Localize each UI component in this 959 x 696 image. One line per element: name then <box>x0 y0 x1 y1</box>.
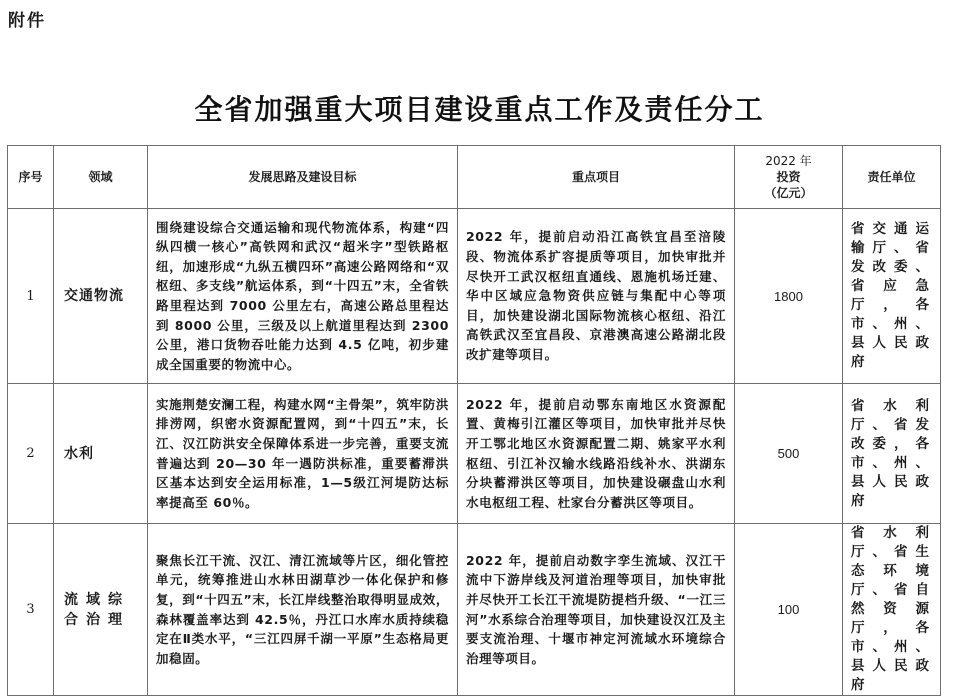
row-field: 流域综合治理 <box>54 524 148 696</box>
responsibility-table <box>7 145 941 696</box>
header-investment <box>735 146 843 209</box>
table-row <box>8 524 941 696</box>
row-projects: 2022 年，提前启动数字孪生流域、汉江干流中下游岸线及河道治理等项目，加快审批并尽快开工长江干流堤防提档升级、“一江三河”水系综合治理等项目，加快建设汉江及主要支流治理、十堰市神定河流域水环境综合治理等项目。 <box>458 524 735 696</box>
header-field: 领域 <box>54 146 148 209</box>
row-investment: 500 <box>735 384 843 524</box>
row-field: 水利 <box>54 384 148 524</box>
row-projects: 2022 年，提前启动鄂东南地区水资源配置、黄梅引江灌区等项目，加快审批并尽快开工鄂北地区水资源配置二期、姚家平水利枢纽、引江补汉输水线路沿线补水、洪湖东分块蓄滞洪区等项目，加快建设碾盘山水利水电枢纽工程、杜家台分蓄洪区等项目。 <box>458 384 735 524</box>
header-responsible: 责任单位 <box>843 146 941 209</box>
row-field: 交通物流 <box>54 209 148 384</box>
table-header-row <box>8 146 941 209</box>
header-investment-year: 2022 年 <box>765 154 812 168</box>
row-responsible: 省水利厅、省发改委，各市、州、县人民政府 <box>843 384 941 524</box>
header-investment-unit: （亿元） <box>764 186 813 200</box>
row-responsible: 省水利厅、省生态环境厅、省自然资源厅，各市、州、县人民政府 <box>843 524 941 696</box>
table-row <box>8 384 941 524</box>
row-index: 3 <box>8 524 54 696</box>
header-goals: 发展思路及建设目标 <box>148 146 458 209</box>
row-responsible: 省交通运输厅、省发改委、省应急厅，各市、州、县人民政府 <box>843 209 941 384</box>
row-index: 2 <box>8 384 54 524</box>
table-row <box>8 209 941 384</box>
document-title: 全省加强重大项目建设重点工作及责任分工 <box>194 93 765 126</box>
header-investment-label: 投资 <box>776 170 801 184</box>
attachment-label: 附件 <box>8 11 46 31</box>
header-index: 序号 <box>8 146 54 209</box>
row-projects: 2022 年，提前启动沿江高铁宜昌至涪陵段、物流体系扩容提质等项目，加快审批并尽快开工武汉枢纽直通线、恩施机场迁建、华中区域应急物资供应链与集配中心等项目，加快建设湖北国际物流核心枢纽、沿江高铁武汉至宜昌段、京港澳高速公路湖北段改扩建等项目。 <box>458 209 735 384</box>
header-projects: 重点项目 <box>458 146 735 209</box>
row-investment: 1800 <box>735 209 843 384</box>
row-goals: 实施荆楚安澜工程，构建水网“主骨架”，筑牢防洪排涝网，织密水资源配置网，到“十四五”末，长江、汉江防洪安全保障体系进一步完善，重要支流普遍达到 20—30 年一遇防洪标准，重要蓄滞洪区基本达到安全运用标准，1—5级江河堤防达标率提高至 60％。 <box>148 384 458 524</box>
row-goals: 聚焦长江干流、汉江、清江流域等片区，细化管控单元，统筹推进山水林田湖草沙一体化保护和修复，到“十四五”末，长江岸线整治取得明显成效，森林覆盖率达到 42.5％，丹江口水库水质持续稳定在Ⅱ类水平，“三江四屏千湖一平原”生态格局更加稳固。 <box>148 524 458 696</box>
row-index: 1 <box>8 209 54 384</box>
row-goals: 围绕建设综合交通运输和现代物流体系，构建“四纵四横一核心”高铁网和武汉“超米字”型铁路枢纽，加速形成“九纵五横四环”高速公路网络和“双枢纽、多支线”航运体系，到“十四五”末，全省铁路里程达到 7000 公里左右，高速公路总里程达到 8000 公里，三级及以上航道里程达到 2300 公里，港口货物吞吐能力达到 4.5 亿吨，初步建成全国重要的物流中心。 <box>148 209 458 384</box>
row-investment: 100 <box>735 524 843 696</box>
